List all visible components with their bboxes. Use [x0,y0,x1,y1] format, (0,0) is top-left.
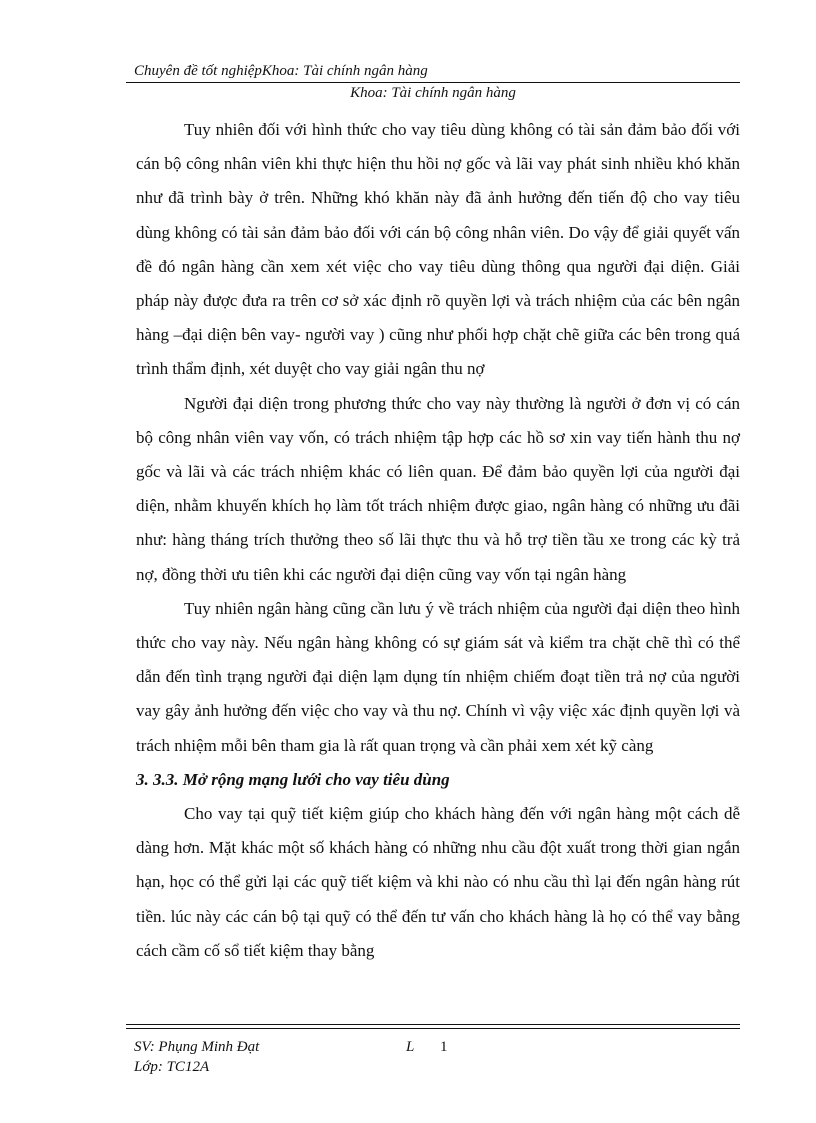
footer-rule [126,1024,740,1029]
header-rule [126,82,740,83]
class-name: Lớp: TC12A [134,1059,210,1075]
page-header [126,62,740,102]
page-number: 1 [440,1039,448,1055]
header-title: Chuyên đề tốt nghiệpKhoa: Tài chính ngân hàng [134,63,428,79]
paragraph: Người đại diện trong phương thức cho vay này thường là người ở đơn vị có cán bộ công nhân viên vay vốn, có trách nhiệm tập hợp các hồ sơ xin vay tiến hành thu nợ gốc và lãi và các trách nhiệm khác có liên quan. Để đảm bảo quyền lợi của người đại diện, nhằm khuyến khích họ làm tốt trách nhiệm được giao, ngân hàng có những ưu đãi như: hàng tháng trích thưởng theo số lãi thực thu và hỗ trợ tiền tầu xe trong các kỳ trả nợ, đồng thời ưu tiên khi các người đại diện cũng vay vốn tại ngân hàng [136,393,740,584]
student-name: SV: Phụng Minh Đạt [134,1039,260,1055]
page-footer [126,1024,740,1077]
page-letter: L [406,1039,415,1055]
footer-class-row [134,1057,740,1077]
section-heading: 3. 3.3. Mở rộng mạng lưới cho vay tiêu dùng [136,769,450,789]
paragraph: Tuy nhiên đối với hình thức cho vay tiêu dùng không có tài sản đảm bảo đối với cán bộ công nhân viên khi thực hiện thu hồi nợ gốc và lãi vay phát sinh nhiều khó khăn như đã trình bày ở trên. Những khó khăn này đã ảnh hưởng đến tiến độ cho vay tiêu dùng không có tài sản đảm bảo đối với cán bộ công nhân viên. Do vậy để giải quyết vấn đề đó ngân hàng cần xem xét việc cho vay tiêu dùng thông qua người đại diện. Giải pháp này được đưa ra trên cơ sở xác định rõ quyền lợi và trách nhiệm của các bên ngân hàng –đại diện bên vay- người vay ) cũng như phối hợp chặt chẽ giữa các bên trong quá trình thẩm định, xét duyệt cho vay giải ngân thu nợ [136,120,740,379]
paragraph: Tuy nhiên ngân hàng cũng cần lưu ý về trách nhiệm của người đại diện theo hình thức cho vay này. Nếu ngân hàng không có sự giám sát và kiểm tra chặt chẽ thì có thể dẫn đến tình trạng người đại diện lạm dụng tín nhiệm chiếm đoạt tiền trả nợ của người vay gây ảnh hưởng đến việc cho vay và thu nợ. Chính vì vậy việc xác định quyền lợi và trách nhiệm mỗi bên tham gia là rất quan trọng và cần phải xem xét kỹ càng [136,598,740,755]
document-body [136,113,740,968]
header-faculty: Khoa: Tài chính ngân hàng [350,85,516,101]
footer-student-row [134,1037,740,1057]
paragraph: Cho vay tại quỹ tiết kiệm giúp cho khách hàng đến với ngân hàng một cách dễ dàng hơn. Mặt khác một số khách hàng có những nhu cầu đột xuất trong thời gian ngắn hạn, học có thể gửi lại các quỹ tiết kiệm và khi nào có nhu cầu thì lại đến ngân hàng rút tiền. lúc này các cán bộ tại quỹ có thể đến tư vấn cho khách hàng là họ có thể vay bằng cách cầm cố sổ tiết kiệm thay bằng [136,804,740,960]
